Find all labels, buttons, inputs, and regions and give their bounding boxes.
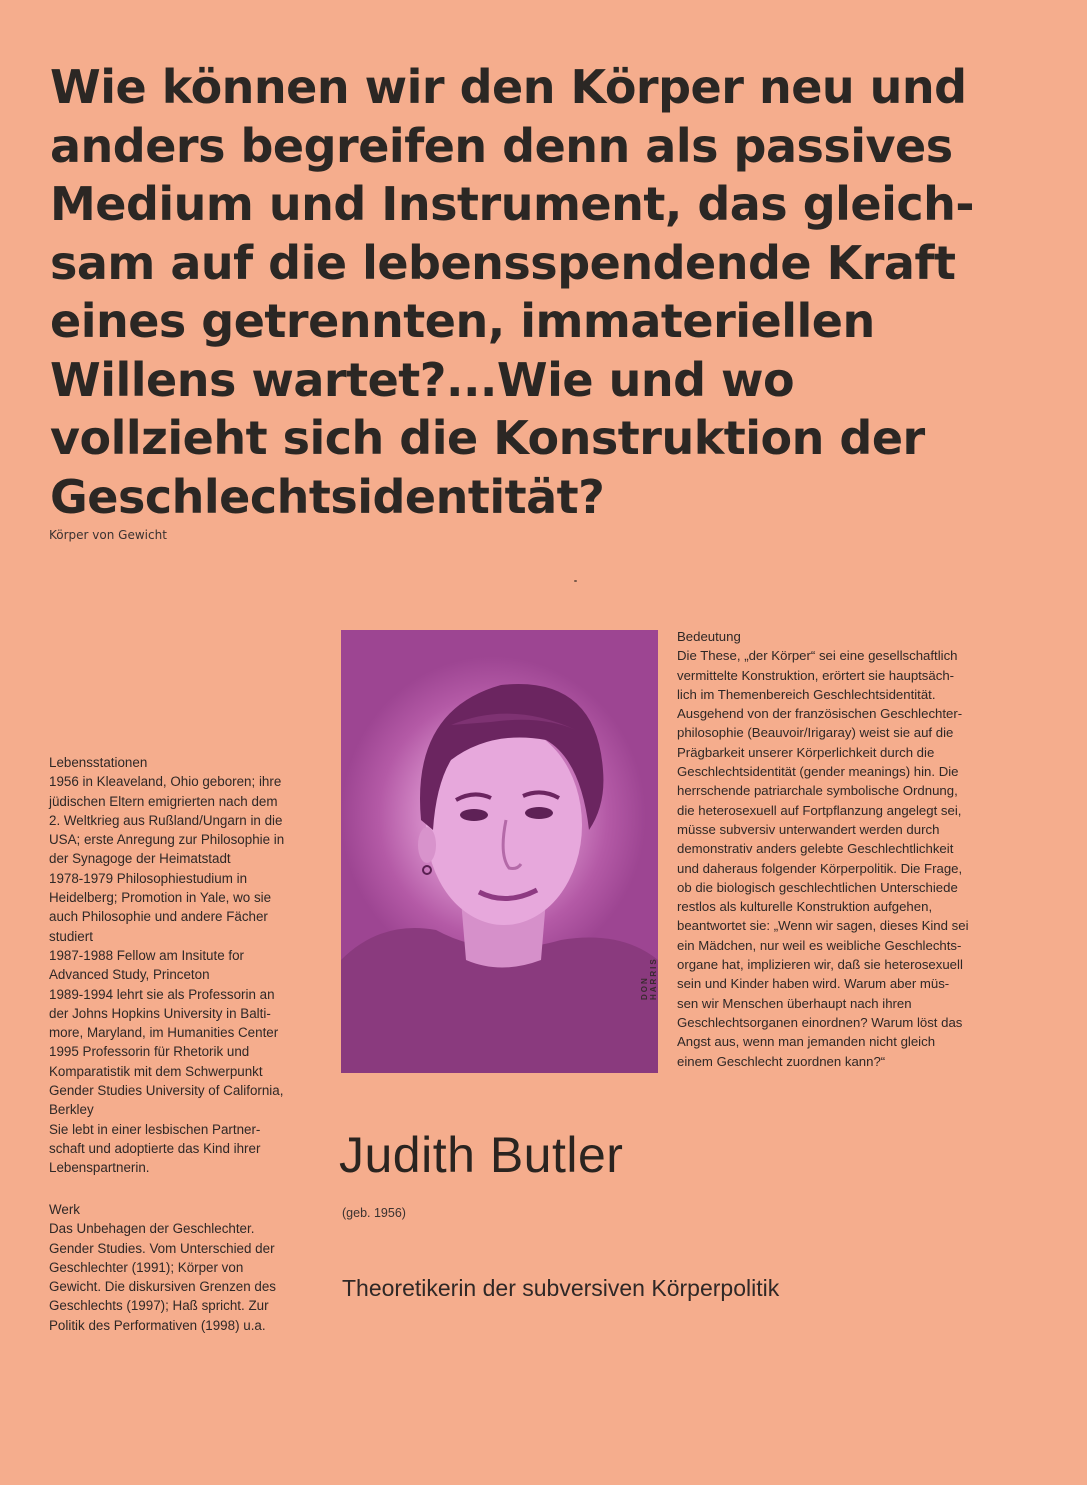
text-line: Berkley [49,1102,94,1118]
text-line: 1995 Professorin für Rhetorik und [49,1044,250,1060]
text-line: der Johns Hopkins University in Balti- [49,1005,271,1021]
text-line: Komparatistik mit dem Schwerpunkt [49,1063,263,1079]
quote-line: eines getrennten, immateriellen [50,294,875,348]
quote-line: Wie können wir den Körper neu und [50,60,967,114]
lebensstationen-section [49,753,319,1178]
text-line: Gewicht. Die diskursiven Grenzen des [49,1279,276,1295]
text-line: jüdischen Eltern emigrierten nach dem [49,793,278,809]
text-line: auch Philosophie und andere Fächer [49,909,268,925]
quote-heading [50,58,1060,526]
text-line: studiert [49,928,93,944]
lebensstationen-heading: Lebensstationen [49,755,148,770]
text-line: Gender Studies. Vom Unterschied der [49,1240,275,1256]
text-line: sein und Kinder haben wird. Warum aber müs- [677,976,950,992]
text-line: Das Unbehagen der Geschlechter. [49,1221,255,1237]
bedeutung-heading: Bedeutung [677,629,741,644]
text-line: demonstrativ anders gelebte Geschlechtlichkeit [677,841,954,857]
text-line: ein Mädchen, nur weil es weibliche Geschlechts- [677,937,962,953]
text-line: 1978-1979 Philosophiestudium in [49,870,248,886]
text-line: müsse subversiv unterwandert werden durch [677,821,940,837]
text-line: herrschende patriarchale symbolische Ordnung, [677,783,958,799]
text-line: Geschlechtsidentität (gender meanings) hin. Die [677,764,959,780]
text-line: Gender Studies University of California, [49,1083,284,1099]
text-line: Sie lebt in einer lesbischen Partner- [49,1121,261,1137]
text-line: Geschlechtsorganen einordnen? Warum löst das [677,1014,963,1030]
text-line: 1987-1988 Fellow am Insitute for [49,947,245,963]
quote-line: vollzieht sich die Konstruktion der [50,411,925,465]
text-line: more, Maryland, im Humanities Center [49,1025,279,1041]
text-line: 1989-1994 lehrt sie als Professorin an [49,986,275,1002]
text-line: der Synagoge der Heimatstadt [49,851,231,867]
person-tagline: Theoretikerin der subversiven Körperpolitik [342,1275,780,1301]
text-line: Geschlechter (1991); Körper von [49,1259,244,1275]
text-line: Lebenspartnerin. [49,1160,150,1176]
text-line: Heidelberg; Promotion in Yale, wo sie [49,890,272,906]
print-speck [574,580,577,582]
text-line: die heterosexuell auf Fortpflanzung angelegt sei, [677,802,962,818]
portrait-illustration [341,630,658,1073]
person-name: Judith Butler [339,1127,624,1183]
birth-year: (geb. 1956) [342,1206,406,1220]
text-line: organe hat, implizieren wir, daß sie heterosexuell [677,957,963,973]
quote-line: Medium und Instrument, das gleich- [50,177,974,231]
text-line: und daheraus folgender Körperpolitik. Die Frage, [677,860,963,876]
quote-source: Körper von Gewicht [49,528,167,542]
text-line: Politik des Performativen (1998) u.a. [49,1317,266,1333]
werk-heading: Werk [49,1202,80,1217]
portrait-photo [341,630,658,1073]
text-line: ob die biologisch geschlechtlichen Unterschiede [677,879,958,895]
text-line: Angst aus, wenn man jemanden nicht gleich [677,1034,936,1050]
text-line: einem Geschlecht zuordnen kann?“ [677,1053,886,1069]
text-line: 1956 in Kleaveland, Ohio geboren; ihre [49,774,282,790]
quote-line: sam auf die lebensspendende Kraft [50,235,956,290]
text-line: lich im Themenbereich Geschlechtsidentität. [677,686,936,702]
quote-line: Geschlechtsidentität? [50,469,605,524]
quote-line: anders begreifen denn als passives [50,118,953,173]
text-line: Advanced Study, Princeton [49,967,210,983]
bedeutung-section [677,627,1007,1071]
text-line: beantwortet sie: „Wenn wir sagen, dieses Kind sei [677,918,969,934]
text-line: Ausgehend von der französischen Geschlechter- [677,706,963,722]
text-line: sen wir Menschen überhaupt nach ihren [677,995,912,1011]
text-line: restlos als kulturelle Konstruktion aufgehen, [677,899,933,915]
text-line: Prägbarkeit unserer Körperlichkeit durch die [677,744,935,760]
photo-credit: DON HARRIS [640,957,658,1000]
text-line: vermittelte Konstruktion, erörtert sie hauptsäch- [677,667,955,683]
werk-section [49,1200,319,1335]
text-line: 2. Weltkrieg aus Rußland/Ungarn in die [49,812,283,828]
quote-line: Willens wartet?...Wie und wo [50,352,795,407]
text-line: USA; erste Anregung zur Philosophie in [49,832,285,848]
text-line: philosophie (Beauvoir/Irigaray) weist sie auf die [677,725,954,741]
text-line: Die These, „der Körper“ sei eine gesellschaftlich [677,648,958,664]
text-line: Geschlechts (1997); Haß spricht. Zur [49,1298,269,1314]
text-line: schaft und adoptierte das Kind ihrer [49,1140,261,1156]
